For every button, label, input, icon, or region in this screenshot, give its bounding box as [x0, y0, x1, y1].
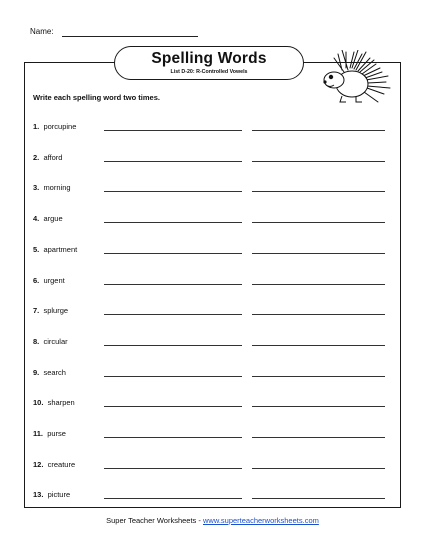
- write-line-first[interactable]: [104, 314, 242, 315]
- instructions-text: Write each spelling word two times.: [33, 93, 160, 102]
- word-number: 12.: [33, 459, 44, 469]
- footer-separator: -: [196, 516, 203, 525]
- word-number: 5.: [33, 244, 40, 254]
- write-line-second[interactable]: [252, 498, 385, 499]
- write-line-first[interactable]: [104, 130, 242, 131]
- word-number: 3.: [33, 183, 40, 193]
- list-item: [33, 368, 66, 378]
- word-number: 10.: [33, 398, 44, 408]
- list-item: [33, 153, 62, 163]
- spelling-word: search: [43, 367, 66, 377]
- footer: [0, 516, 425, 525]
- word-number: 11.: [33, 429, 44, 438]
- word-number: 4.: [33, 214, 40, 224]
- list-subtitle: List D-20: R-Controlled Vowels: [170, 69, 248, 75]
- spelling-word: urgent: [43, 275, 65, 285]
- spelling-word: afford: [43, 152, 63, 162]
- word-number: 2.: [33, 152, 40, 162]
- list-item: [33, 337, 68, 347]
- word-number: 8.: [33, 336, 40, 346]
- word-number: 9.: [33, 367, 40, 377]
- list-item: [33, 398, 75, 408]
- page-title: Spelling Words: [151, 50, 267, 67]
- title-box: [114, 46, 304, 80]
- worksheet-frame: [24, 62, 401, 508]
- spelling-word: purse: [47, 429, 66, 438]
- spelling-word: morning: [43, 183, 71, 193]
- write-line-second[interactable]: [252, 406, 385, 407]
- word-number: 6.: [33, 275, 40, 285]
- write-line-first[interactable]: [104, 498, 242, 499]
- write-line-first[interactable]: [104, 161, 242, 162]
- list-item: [33, 460, 75, 470]
- list-item: [33, 306, 68, 316]
- spelling-word: sharpen: [47, 398, 75, 408]
- write-line-second[interactable]: [252, 314, 385, 315]
- porcupine-icon: [312, 50, 392, 106]
- footer-brand: Super Teacher Worksheets: [106, 516, 197, 525]
- write-line-first[interactable]: [104, 253, 242, 254]
- spelling-word: splurge: [43, 306, 69, 316]
- footer-url-link[interactable]: www.superteacherworksheets.com: [202, 516, 319, 525]
- write-line-first[interactable]: [104, 376, 242, 377]
- list-item: [33, 429, 66, 439]
- spelling-word: creature: [47, 459, 76, 469]
- word-number: 7.: [33, 306, 40, 316]
- write-line-second[interactable]: [252, 130, 385, 131]
- write-line-second[interactable]: [252, 191, 385, 192]
- list-item: [33, 214, 63, 224]
- spelling-word: porcupine: [43, 122, 77, 131]
- list-item: [33, 490, 70, 500]
- list-item: [33, 245, 77, 255]
- write-line-second[interactable]: [252, 437, 385, 438]
- write-line-first[interactable]: [104, 468, 242, 469]
- write-line-second[interactable]: [252, 161, 385, 162]
- word-number: 13.: [33, 490, 44, 500]
- write-line-first[interactable]: [104, 284, 242, 285]
- list-item: [33, 122, 76, 132]
- name-label: Name:: [30, 27, 54, 36]
- list-item: [33, 276, 65, 286]
- write-line-second[interactable]: [252, 222, 385, 223]
- write-line-first[interactable]: [104, 437, 242, 438]
- write-line-first[interactable]: [104, 222, 242, 223]
- spelling-word: circular: [43, 336, 68, 346]
- list-item: [33, 183, 71, 193]
- write-line-first[interactable]: [104, 345, 242, 346]
- write-line-second[interactable]: [252, 345, 385, 346]
- write-line-second[interactable]: [252, 376, 385, 377]
- spelling-word: picture: [47, 490, 71, 500]
- write-line-first[interactable]: [104, 191, 242, 192]
- write-line-second[interactable]: [252, 468, 385, 469]
- spelling-word: apartment: [43, 244, 78, 254]
- spelling-word: argue: [43, 214, 63, 224]
- name-field-line[interactable]: [62, 36, 198, 37]
- write-line-first[interactable]: [104, 406, 242, 407]
- word-number: 1.: [33, 122, 40, 131]
- write-line-second[interactable]: [252, 253, 385, 254]
- write-line-second[interactable]: [252, 284, 385, 285]
